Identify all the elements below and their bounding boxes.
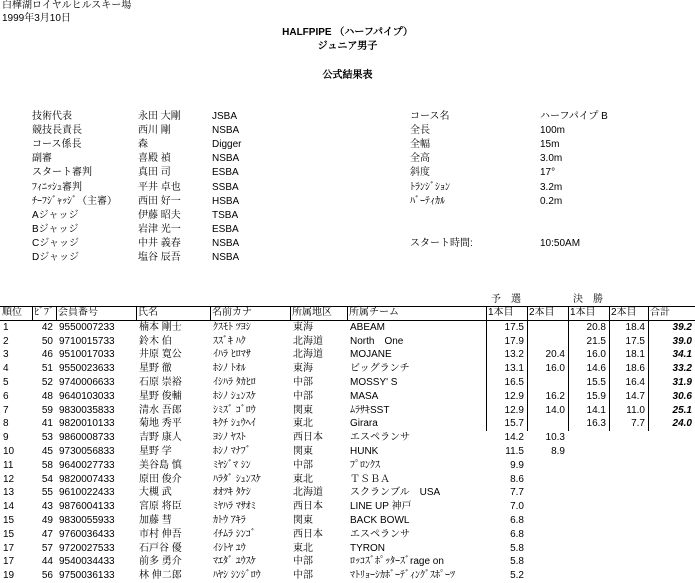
course-label: 全幅 [410, 139, 430, 151]
athlete-kana: ﾏｴﾀﾞ ﾕｳｽｹ [213, 556, 256, 568]
qual-run-1: 8.6 [510, 473, 524, 485]
course-value: 0.2m [540, 195, 563, 207]
athlete-kana: ｽｽﾞｷ ﾊｸ [213, 335, 246, 347]
final-run-1: 15.5 [586, 377, 606, 388]
qual-run-1: 9.9 [510, 459, 524, 471]
athlete-name: 原田 俊介 [139, 473, 182, 485]
region: 東北 [293, 418, 313, 430]
region: 関東 [293, 515, 313, 526]
team: ﾏﾄﾘｮｰｼｶﾎﾞｰﾃﾞｨﾝｸﾞｽﾎﾟｰﾂ [350, 570, 455, 582]
event-date: 1999年3月10日 [2, 13, 71, 24]
final-run-2: 18.6 [625, 363, 645, 375]
column-header: ﾋﾞﾌﾞ [34, 307, 54, 318]
official-association: NSBA [212, 153, 240, 165]
athlete-kana: ﾊﾔｼ ｼﾝｼﾞﾛｳ [213, 570, 261, 582]
qual-run-1: 14.2 [504, 432, 524, 444]
venue-name: 白樺湖ロイヤルヒルスキー場 [2, 0, 132, 11]
column-header: 順位 [2, 307, 22, 318]
member-number: 9820007433 [59, 473, 115, 485]
course-value: 15m [540, 139, 560, 151]
official-role: Aジャッジ [32, 209, 79, 221]
bib: 58 [41, 459, 53, 471]
document-title: 公式結果表 [322, 70, 373, 81]
region: 東海 [293, 363, 313, 375]
member-number: 9510017033 [59, 349, 115, 361]
qual-run-1: 12.9 [504, 404, 524, 416]
team: スクランブル USA [350, 487, 441, 499]
official-association: ESBA [212, 223, 239, 235]
athlete-name: 市村 伸吾 [139, 528, 182, 540]
athlete-name: 井原 寛公 [139, 349, 182, 361]
team: LINE UP 神戸 [350, 501, 412, 513]
score-divider [568, 306, 569, 431]
team: North One [350, 335, 404, 347]
bib: 57 [41, 542, 53, 554]
bib: 53 [41, 432, 53, 444]
final-run-2: 17.5 [625, 335, 645, 347]
bib: 49 [41, 515, 53, 526]
qual-run-2: 14.0 [545, 404, 565, 416]
course-label: 全高 [410, 153, 430, 165]
team: ABEAM [350, 321, 386, 333]
athlete-kana: ﾊﾗﾀﾞ ｼｭﾝｽｹ [213, 473, 261, 485]
team: ＴＳＢＡ [350, 473, 390, 485]
qual-run-1: 11.5 [505, 446, 524, 457]
header-divider [56, 306, 57, 320]
rank: 17 [3, 556, 15, 568]
athlete-name: 宮原 将臣 [139, 501, 182, 513]
final-run-2: 11.0 [626, 404, 645, 416]
official-name: 塩谷 辰吾 [138, 252, 181, 263]
course-label: 斜度 [410, 167, 430, 179]
member-number: 9640027733 [59, 459, 115, 471]
bib: 50 [41, 335, 53, 347]
rank: 8 [3, 418, 9, 430]
start-time-label: スタート時間: [410, 238, 473, 249]
bib: 59 [41, 404, 53, 416]
course-value: 100m [540, 125, 566, 137]
course-label: 全長 [410, 125, 430, 137]
rank: 10 [3, 446, 15, 457]
team: エスペランサ [350, 528, 410, 540]
region: 中部 [293, 377, 313, 388]
qual-run-1: 7.0 [510, 501, 524, 513]
athlete-name: 清水 吾郎 [139, 404, 182, 416]
course-label: ﾊﾞｰﾃｨｶﾙ [410, 195, 445, 207]
official-association: SSBA [212, 181, 239, 193]
rank: 9 [3, 432, 9, 444]
member-number: 9830035833 [59, 404, 115, 416]
total-score: 25.1 [672, 404, 692, 416]
official-role: 競技長責長 [32, 125, 82, 137]
team: エスペランサ [350, 432, 410, 444]
official-name: 永田 大剛 [138, 111, 181, 122]
course-value: 17° [540, 167, 556, 179]
qual-run-1: 17.5 [504, 321, 524, 333]
start-time-value: 10:50AM [540, 238, 581, 249]
course-value: 3.0m [540, 153, 563, 165]
official-association: NSBA [212, 237, 240, 249]
bib: 44 [41, 556, 53, 568]
final-run-2: 16.4 [625, 377, 645, 388]
score-divider [609, 306, 610, 431]
member-number: 9710015733 [59, 335, 115, 347]
qual-run-1: 6.8 [510, 515, 524, 526]
bib: 51 [41, 363, 53, 375]
team: HUNK [350, 446, 379, 457]
member-number: 9540034433 [59, 556, 115, 568]
score-divider [486, 306, 487, 431]
total-score: 39.0 [672, 335, 692, 347]
athlete-name: 星野 学 [139, 446, 172, 457]
athlete-name: 石原 崇裕 [139, 377, 182, 388]
official-association: JSBA [212, 111, 238, 122]
official-association: HSBA [212, 195, 240, 207]
member-number: 9760036433 [59, 528, 115, 540]
header-divider [210, 306, 211, 320]
region: 北海道 [293, 349, 323, 361]
rank: 11 [3, 459, 14, 471]
bib: 48 [41, 390, 53, 402]
team: TYRON [350, 542, 385, 554]
official-role: コース係長 [32, 139, 82, 151]
header-divider [32, 306, 33, 320]
athlete-name: 吉野 康人 [139, 432, 182, 444]
total-score: 24.0 [672, 418, 692, 430]
member-number: 9550007233 [59, 321, 115, 333]
team: MASA [350, 390, 379, 402]
member-number: 9730056833 [59, 446, 115, 457]
bib: 56 [41, 570, 53, 582]
total-score: 30.6 [672, 390, 692, 402]
final-run-2: 14.7 [625, 390, 645, 402]
athlete-name: 前多 勇介 [139, 556, 182, 568]
qualifying-header: 予 選 [491, 294, 521, 305]
team: ﾛｯｺｽﾞﾎﾟｯﾀｰｽﾞrage on [350, 556, 444, 568]
qual-run-2: 16.2 [545, 390, 565, 402]
course-label: コース名 [410, 111, 450, 122]
header-divider [347, 306, 348, 320]
official-role: 技術代表 [32, 111, 72, 122]
bib: 41 [41, 418, 53, 430]
region: 中部 [293, 556, 313, 568]
qual-run-2: 20.4 [545, 349, 565, 361]
athlete-kana: ｼﾐｽﾞ ｺﾞﾛｳ [213, 404, 256, 416]
score-divider [648, 306, 649, 431]
category-title: ジュニア男子 [317, 41, 378, 52]
final-run-1: 21.5 [586, 335, 606, 347]
region: 東海 [293, 321, 313, 333]
athlete-kana: ﾎｼﾉ ｼｭﾝｽｹ [213, 390, 256, 402]
rank: 17 [3, 542, 15, 554]
member-number: 9640103033 [59, 390, 115, 402]
rank: 1 [3, 321, 9, 333]
region: 西日本 [293, 501, 323, 513]
athlete-name: 加藤 彗 [139, 515, 172, 526]
rank: 5 [3, 377, 9, 388]
qual-run-1: 17.9 [504, 335, 524, 347]
member-number: 9830055933 [59, 515, 115, 526]
athlete-name: 楠本 剛士 [139, 321, 182, 333]
final-run-2: 7.7 [631, 418, 645, 430]
bib: 52 [41, 377, 53, 388]
athlete-name: 美谷島 慎 [139, 459, 182, 471]
athlete-kana: ｸｽﾓﾄ ﾂﾖｼ [213, 321, 251, 333]
member-number: 9820010133 [59, 418, 115, 430]
official-name: 平井 卓也 [138, 181, 181, 193]
official-name: 岩津 光一 [138, 223, 181, 235]
column-header: 1本目 [488, 307, 514, 318]
qual-run-1: 5.8 [510, 542, 524, 554]
qual-run-1: 15.7 [504, 418, 524, 430]
athlete-name: 星野 徹 [139, 363, 172, 375]
final-run-2: 18.1 [625, 349, 645, 361]
qual-run-1: 13.2 [504, 349, 524, 361]
team: MOJANE [350, 349, 392, 361]
athlete-name: 林 伸二郎 [139, 570, 182, 582]
member-number: 9860008733 [59, 432, 115, 444]
qual-run-1: 5.2 [510, 570, 524, 582]
member-number: 9876004133 [59, 501, 115, 513]
official-association: Digger [212, 139, 242, 151]
athlete-name: 菊地 秀平 [139, 418, 182, 430]
rank: 15 [3, 515, 15, 526]
region: 西日本 [293, 432, 323, 444]
bib: 47 [41, 528, 53, 540]
rank: 6 [3, 390, 9, 402]
official-role: ﾌｨﾆｯｼｭ審判 [32, 181, 82, 193]
official-name: 真田 司 [138, 167, 171, 179]
bib: 55 [41, 487, 53, 499]
bib: 43 [41, 501, 53, 513]
official-association: TSBA [212, 209, 239, 221]
rank: 2 [3, 335, 9, 347]
athlete-kana: ｲｼﾄﾔ ﾕｳ [213, 542, 246, 554]
rank: 14 [3, 501, 15, 513]
score-divider [527, 306, 528, 431]
member-number: 9550023633 [59, 363, 115, 375]
member-number: 9740006633 [59, 377, 115, 388]
final-run-1: 14.1 [586, 404, 606, 416]
column-header: 合計 [650, 307, 670, 318]
team: ﾑﾗｻｷSST [350, 404, 390, 416]
team: ビッグランチ [350, 363, 410, 375]
region: 西日本 [293, 528, 323, 540]
official-association: NSBA [212, 252, 240, 263]
rank: 19 [3, 570, 15, 582]
region: 関東 [293, 446, 313, 457]
course-label: ﾄﾗﾝｼﾞｼｮﾝ [410, 181, 450, 193]
rank: 12 [3, 473, 15, 485]
bib: 46 [41, 349, 53, 361]
course-value: 3.2m [540, 181, 563, 193]
qual-run-1: 16.5 [504, 377, 524, 388]
athlete-kana: ﾐﾔｼﾞﾏ ｼﾝ [213, 459, 251, 471]
column-header: 会員番号 [58, 307, 98, 318]
official-name: 西川 剛 [138, 125, 171, 137]
qual-run-2: 16.0 [545, 363, 565, 375]
qual-run-1: 6.8 [510, 528, 524, 540]
region: 中部 [293, 570, 313, 582]
rank: 13 [3, 487, 15, 499]
column-header: 名前カナ [212, 307, 252, 318]
rank: 7 [3, 404, 9, 416]
total-score: 31.9 [672, 377, 692, 388]
athlete-kana: ﾐﾔﾊﾗ ﾏｻｵﾐ [213, 501, 256, 513]
official-role: スタート審判 [32, 167, 92, 179]
final-run-2: 18.4 [625, 321, 645, 333]
official-name: 喜殿 禎 [138, 153, 171, 165]
rank: 3 [3, 349, 9, 361]
region: 東北 [293, 473, 313, 485]
team: BACK BOWL [350, 515, 410, 526]
athlete-kana: ﾎｼﾉ ﾏﾅﾌﾞ [213, 446, 251, 457]
athlete-kana: ｷｸﾁ ｼｭｳﾍｲ [213, 418, 256, 430]
final-header: 決 勝 [573, 294, 603, 305]
athlete-kana: ﾖｼﾉ ﾔｽﾄ [213, 432, 246, 444]
official-association: NSBA [212, 125, 240, 137]
athlete-name: 星野 俊輔 [139, 390, 182, 402]
athlete-kana: ｶﾄｳ ｱｷﾗ [213, 515, 246, 526]
column-header: 氏名 [138, 307, 158, 318]
total-score: 39.2 [672, 321, 692, 333]
total-score: 33.2 [672, 363, 692, 375]
athlete-name: 石戸谷 優 [139, 542, 182, 554]
athlete-kana: ｲﾊﾗ ﾋﾛﾏｻ [213, 349, 251, 361]
course-value: ハーフパイプ B [540, 111, 608, 122]
region: 中部 [293, 459, 313, 471]
column-header: 1本目 [570, 307, 596, 318]
final-run-1: 16.3 [586, 418, 606, 430]
official-role: ﾁｰﾌｼﾞｬｯｼﾞ（主審） [32, 195, 117, 207]
column-header: 2本目 [611, 307, 637, 318]
final-run-1: 16.0 [586, 349, 606, 361]
header-divider [290, 306, 291, 320]
final-run-1: 14.6 [586, 363, 606, 375]
member-number: 9750036133 [59, 570, 115, 582]
athlete-name: 大槻 武 [139, 487, 172, 499]
region: 北海道 [293, 335, 323, 347]
bib: 42 [41, 321, 53, 333]
region: 中部 [293, 390, 313, 402]
event-title: HALFPIPE （ハーフパイプ） [282, 27, 413, 38]
bib: 45 [41, 446, 53, 457]
athlete-kana: ｲｼﾊﾗ ﾀｶﾋﾛ [213, 377, 256, 388]
qual-run-1: 13.1 [504, 363, 524, 375]
official-role: Bジャッジ [32, 223, 79, 235]
official-name: 西田 好一 [138, 195, 181, 207]
final-run-1: 20.8 [586, 321, 606, 333]
qual-run-1: 5.8 [510, 556, 524, 568]
column-header: 所属地区 [292, 307, 332, 318]
rank: 4 [3, 363, 9, 375]
athlete-kana: ｵｵﾂｷ ﾀｹｼ [213, 487, 251, 499]
column-header: 所属チーム [349, 307, 399, 318]
official-name: 中井 義春 [138, 237, 181, 249]
qual-run-2: 8.9 [551, 446, 565, 457]
team: Girara [350, 418, 378, 430]
official-role: Cジャッジ [32, 237, 80, 249]
official-name: 伊藤 昭夫 [138, 209, 181, 221]
rank: 15 [3, 528, 15, 540]
official-role: 副審 [32, 153, 52, 165]
athlete-kana: ｲﾁﾑﾗ ｼﾝｺﾞ [213, 528, 256, 540]
member-number: 9610022433 [59, 487, 115, 499]
column-header: 2本目 [529, 307, 555, 318]
official-role: Dジャッジ [32, 252, 80, 263]
qual-run-2: 10.3 [545, 432, 565, 444]
header-bottom-rule [0, 320, 695, 321]
team: MOSSY' S [350, 377, 398, 388]
athlete-kana: ﾎｼﾉ ﾄｵﾙ [213, 363, 246, 375]
member-number: 9720027533 [59, 542, 115, 554]
region: 東北 [293, 542, 313, 554]
total-score: 34.1 [672, 349, 692, 361]
team: ﾌﾟﾛﾝｸｽ [350, 459, 380, 471]
athlete-name: 鈴木 伯 [139, 335, 172, 347]
header-divider [136, 306, 137, 320]
final-run-1: 15.9 [586, 390, 606, 402]
official-association: ESBA [212, 167, 239, 179]
region: 北海道 [293, 487, 323, 499]
region: 関東 [293, 404, 313, 416]
official-name: 森 [138, 139, 148, 151]
qual-run-1: 12.9 [504, 390, 524, 402]
bib: 54 [41, 473, 53, 485]
qual-run-1: 7.7 [510, 487, 524, 499]
